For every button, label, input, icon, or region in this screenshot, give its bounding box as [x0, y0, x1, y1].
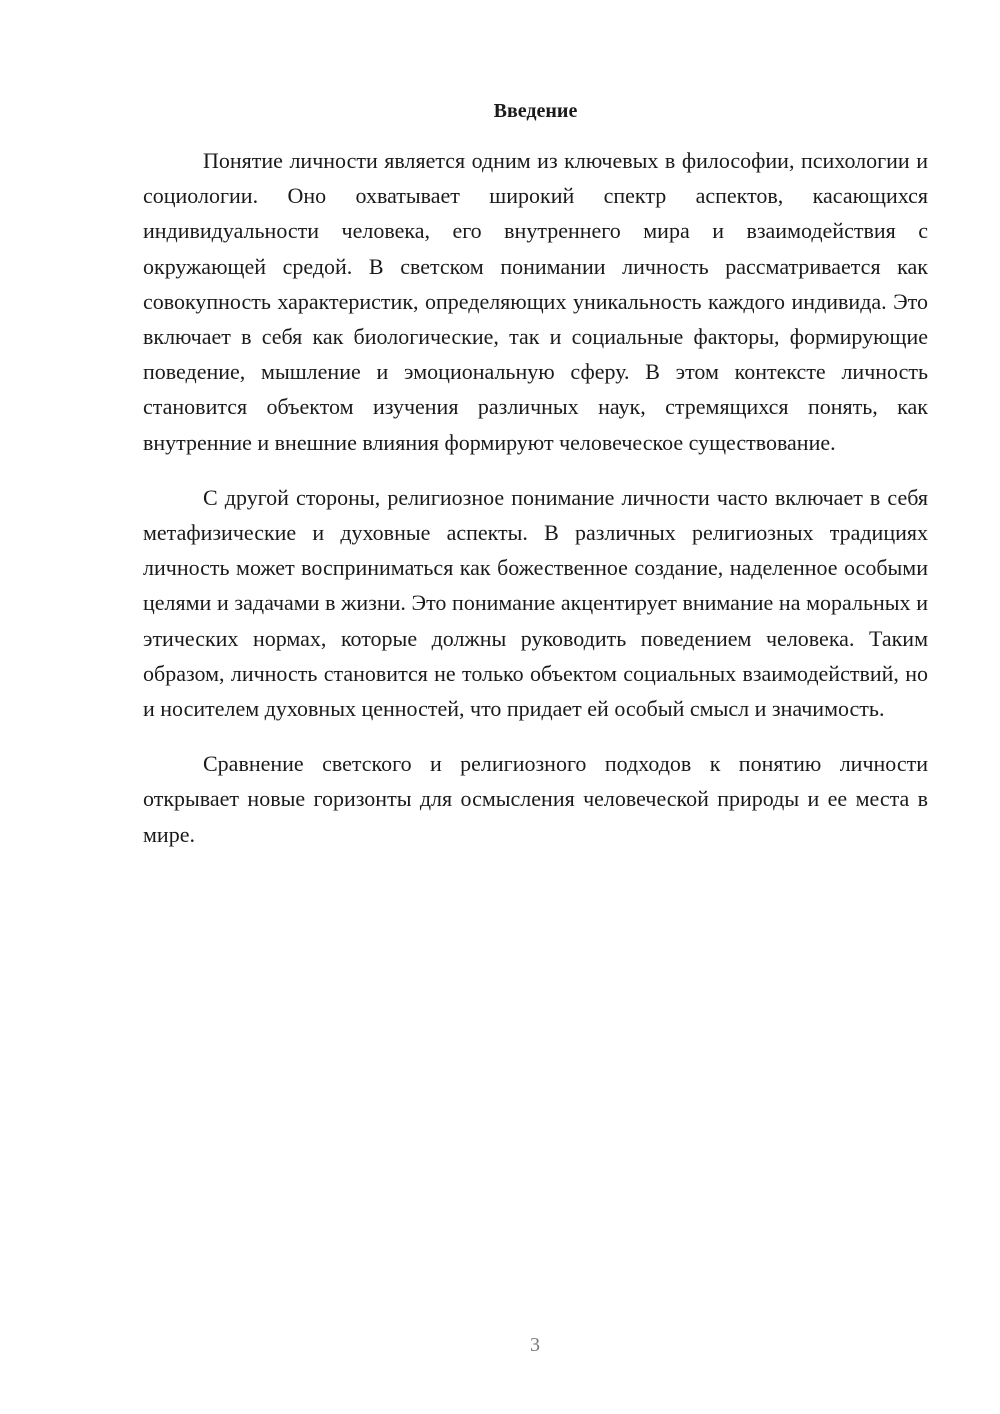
paragraph-3: Сравнение светского и религиозного подходов к понятию личности открывает новые горизонты для осмысления человеческой природы и ее места в мире.	[143, 751, 928, 847]
paragraph-2: С другой стороны, религиозное понимание личности часто включает в себя метафизические и духовные аспекты. В различных религиозных традициях личность может восприниматься как божественное создание, наделенное особыми целями и задачами в жизни. Это понимание акцентирует внимание на моральных и этических нормах, которые должны руководить поведением человека. Таким образом, личность становится не только объектом социальных взаимодействий, но и носителем духовных ценностей, что придает ей особый смысл и значимость.	[143, 484, 928, 722]
page-title: Введение	[493, 100, 578, 122]
body-text	[143, 143, 928, 872]
paragraph-1: Понятие личности является одним из ключевых в философии, психологии и социологии. Оно охватывает широкий спектр аспектов, касающихся индивидуальности человека, его внутреннего мира и взаимодействия с окружающей средой. В светском понимании личность рассматривается как совокупность характеристик, определяющих уникальность каждого индивида. Это включает в себя как биологические, так и социальные факторы, формирующие поведение, мышление и эмоциональную сферу. В этом контексте личность становится объектом изучения различных наук, стремящихся понять, как внутренние и внешние влияния формируют человеческое существование.	[143, 148, 928, 455]
page-number: 3	[530, 1334, 540, 1356]
